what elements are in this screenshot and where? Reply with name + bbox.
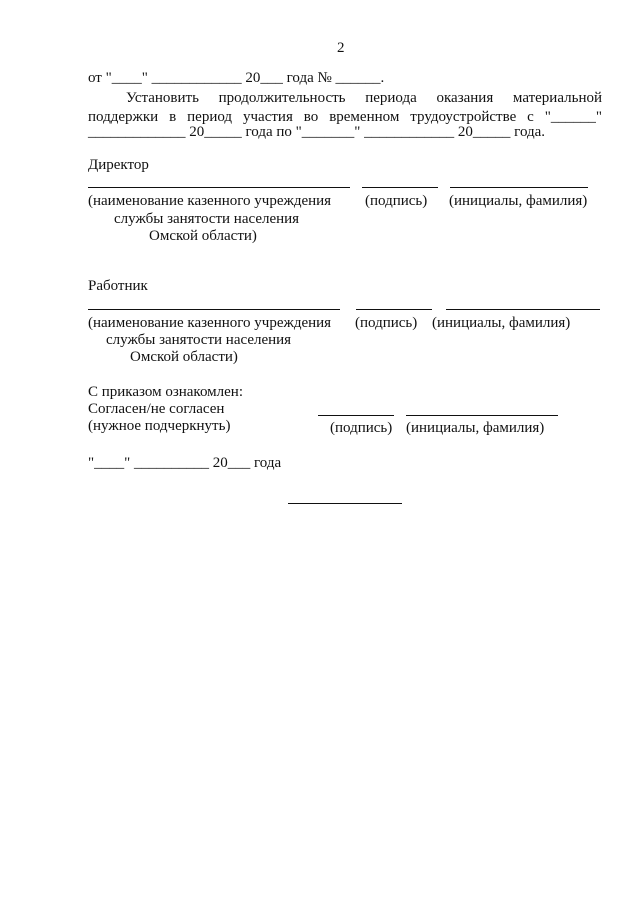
director-initials-line [450, 187, 588, 188]
worker-signature-line [356, 309, 432, 310]
worker-institution-label-2: службы занятости населения [106, 332, 292, 348]
page-number: 2 [337, 40, 345, 56]
worker-initials-label: (инициалы, фамилия) [432, 315, 571, 331]
acknowledgement-initials-line [406, 415, 558, 416]
director-institution-label-1: (наименование казенного учреждения [88, 193, 332, 209]
director-heading: Директор [88, 157, 149, 173]
worker-institution-line [88, 309, 340, 310]
worker-institution-label-1: (наименование казенного учреждения [88, 315, 332, 331]
establish-line-3: _____________ 20_____ года по "_______" ____________ 20_____ года. [88, 124, 546, 140]
director-signature-label: (подпись) [365, 193, 428, 209]
director-institution-line [88, 187, 350, 188]
acknowledgement-line-2: Согласен/не согласен [88, 401, 225, 417]
order-reference: от "____" ____________ 20___ года № ______. [88, 70, 385, 86]
worker-heading: Работник [88, 278, 148, 294]
director-initials-label: (инициалы, фамилия) [449, 193, 588, 209]
acknowledgement-signature-line [318, 415, 394, 416]
worker-institution-label-3: Омской области) [130, 349, 238, 365]
acknowledgement-line-1: С приказом ознакомлен: [88, 384, 244, 400]
acknowledgement-line-3: (нужное подчеркнуть) [88, 418, 231, 434]
acknowledgement-initials-label: (инициалы, фамилия) [406, 420, 545, 436]
worker-initials-line [446, 309, 600, 310]
establish-line-2: поддержки в период участия во временном трудоустройстве с "______" [88, 109, 602, 125]
director-institution-label-2: службы занятости населения [114, 211, 300, 227]
worker-signature-label: (подпись) [355, 315, 418, 331]
director-signature-line [362, 187, 438, 188]
closing-rule [288, 503, 402, 504]
acknowledgement-signature-label: (подпись) [330, 420, 393, 436]
establish-line-1: Установить продолжительность периода оказания материальной [126, 90, 602, 106]
date-line: "____" __________ 20___ года [88, 455, 282, 471]
director-institution-label-3: Омской области) [149, 228, 257, 244]
